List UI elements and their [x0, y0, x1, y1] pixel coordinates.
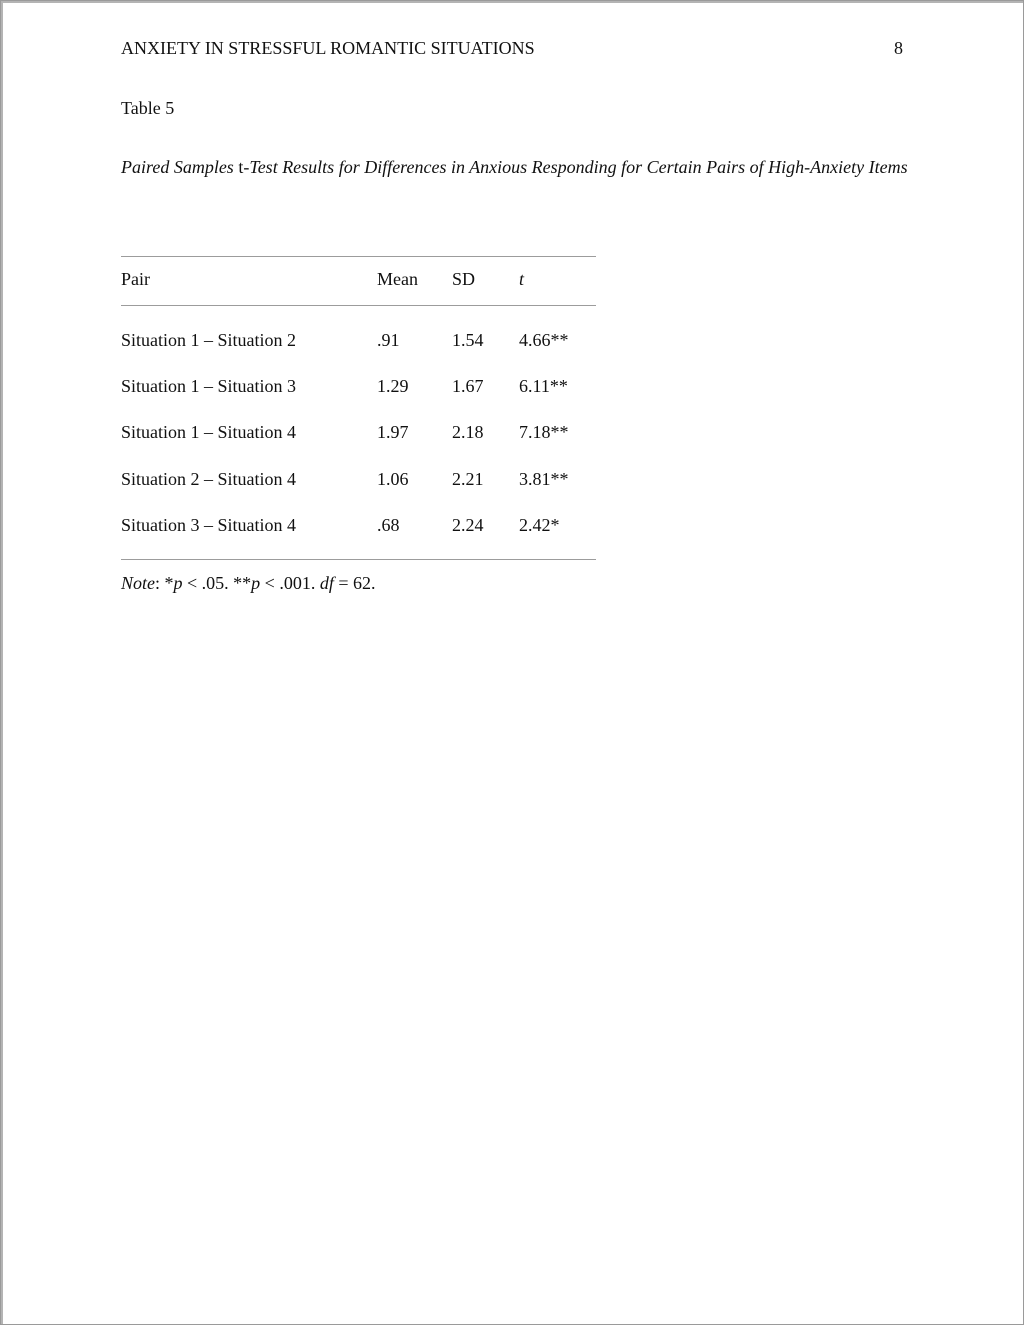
- cell-pair: Situation 1 – Situation 2: [121, 330, 297, 350]
- header-pair: Pair: [121, 269, 150, 289]
- note-text: = 62.: [333, 573, 376, 593]
- cell-sd: 2.24: [452, 515, 484, 535]
- cell-pair: Situation 2 – Situation 4: [121, 469, 297, 489]
- cell-sd: 1.67: [452, 376, 484, 396]
- table-title: [121, 144, 911, 190]
- cell-t: 7.18**: [519, 422, 569, 442]
- table-row: [121, 330, 596, 354]
- header-mean: Mean: [377, 269, 418, 289]
- cell-t: 2.42*: [519, 515, 560, 535]
- note-df: df: [319, 573, 334, 593]
- table-label: Table 5: [121, 98, 175, 118]
- cell-pair: Situation 1 – Situation 4: [121, 422, 297, 442]
- cell-mean: 1.06: [377, 469, 409, 489]
- table-bottom-rule: [121, 559, 596, 560]
- cell-sd: 2.21: [452, 469, 484, 489]
- table-title-t: t: [238, 157, 244, 177]
- table-top-rule: [121, 256, 596, 257]
- table-row: [121, 469, 596, 493]
- table-title-part1: Paired Samples: [121, 157, 239, 177]
- note-text: < .001.: [260, 573, 320, 593]
- table-row: [121, 515, 596, 539]
- cell-pair: Situation 1 – Situation 3: [121, 376, 297, 396]
- cell-mean: .68: [377, 515, 400, 535]
- note-p: p: [251, 573, 261, 593]
- table-row: [121, 422, 596, 446]
- cell-t: 6.11**: [519, 376, 568, 396]
- cell-pair: Situation 3 – Situation 4: [121, 515, 297, 535]
- table-header-row: [121, 269, 596, 293]
- page-number: 8: [894, 38, 903, 58]
- cell-t: 4.66**: [519, 330, 569, 350]
- note-text: : *: [155, 573, 174, 593]
- cell-sd: 2.18: [452, 422, 484, 442]
- header-sd: SD: [452, 269, 476, 289]
- cell-mean: 1.97: [377, 422, 409, 442]
- table-header-rule: [121, 305, 596, 306]
- cell-sd: 1.54: [452, 330, 484, 350]
- cell-mean: .91: [377, 330, 400, 350]
- note-text: < .05. **: [182, 573, 252, 593]
- table-note: [121, 573, 376, 594]
- running-head: ANXIETY IN STRESSFUL ROMANTIC SITUATIONS: [121, 38, 535, 58]
- header-t: t: [519, 269, 525, 289]
- cell-t: 3.81**: [519, 469, 569, 489]
- note-p: p: [173, 573, 183, 593]
- note-label: Note: [121, 573, 155, 593]
- table-row: [121, 376, 596, 400]
- cell-mean: 1.29: [377, 376, 409, 396]
- table-title-part3: -Test Results for Differences in Anxious Responding for Certain Pairs of High-Anxiety Items: [243, 157, 908, 177]
